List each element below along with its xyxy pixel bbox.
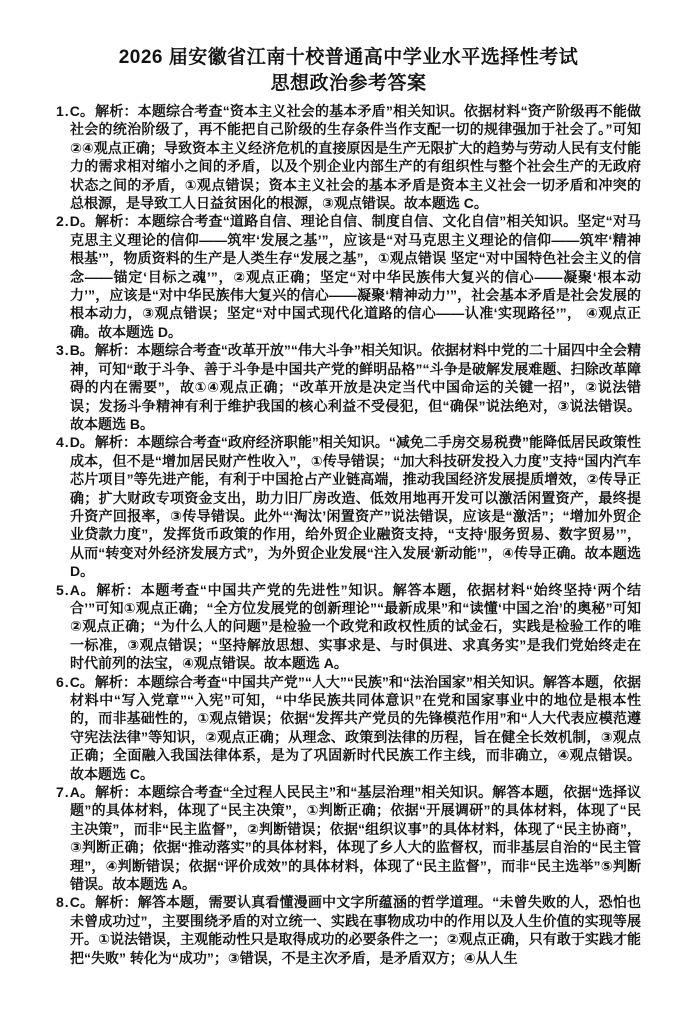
answer-number: 3. xyxy=(56,342,70,359)
answer-explanation: 解析：本题综合考查“政府经济职能”相关知识。“减免二手房交易税费”能降低居民政策性成本，但不是“增加居民财产性收入”，①传导错误；“加大科技研发投入力度”支持“国内汽车芯片项目”等先进产能，有利于中国抢占产业链高端，推动我国经济发展提质增效，②传导正确；扩大财政专项资金支出，助力旧厂房改造、低效用地再开发可以激活闲置资产，最终提升资产回报率，③传导错误。此外“‘淘汰’闲置资产”说法错误，应该是“激活”；“增加外贸企业贷款力度”，发挥货币政策的作用，给外贸企业融资支持，“支持‘服务贸易、数字贸易’”，从而“转变对外经济发展方式”，为外贸企业发展“注入发展‘新动能’”，④传导正确。故本题选 D。 xyxy=(70,434,641,580)
answer-number: 6. xyxy=(56,673,70,690)
answer-number: 2. xyxy=(56,213,70,230)
answer-item-8 xyxy=(56,893,641,967)
answer-item-3 xyxy=(56,341,641,433)
answer-item-2 xyxy=(56,212,641,341)
answer-explanation: 解析：本题综合考查“资本主义社会的基本矛盾”相关知识。依据材料“资产阶级再不能做社会的统治阶级了，再不能把自己阶级的生存条件当作支配一切的规律强加于社会了。”可知②④观点正确；导致资本主义经济危机的直接原因是生产无限扩大的趋势与劳动人民有支付能力的需求相对缩小之间的矛盾，以及个别企业内部生产的有组织性与整个社会生产的无政府状态之间的矛盾，①观点错误；资本主义社会的基本矛盾是资本主义社会一切矛盾和冲突的总根源，是导致工人日益贫困化的根源，③观点错误。故本题选 C。 xyxy=(70,103,641,212)
answer-number: 1. xyxy=(56,103,70,119)
answer-item-7 xyxy=(56,783,641,893)
answer-choice: A。 xyxy=(69,581,96,598)
answer-explanation: 解析：本题综合考查“中国共产党”“人大”“民族”和“法治国家”相关知识。解答本题，依据材料中“写入党章”“入宪”可知，“中华民族共同体意识”在党和国家事业中的地位是根本性的，而非基础性的，①观点错误；依据“发挥共产党员的先锋模范作用”和“人大代表应模范遵守宪法法律”等知识，②观点正确；从理念、政策到法律的历程，旨在健全长效机制，③观点正确；全面融入我国法律体系，是为了巩固新时代民族工作主线，而非确立，④观点错误。故本题选 C。 xyxy=(70,673,641,782)
answer-number: 4. xyxy=(56,434,70,451)
answer-choice: B。 xyxy=(69,342,94,359)
answers-list xyxy=(56,102,641,967)
answer-choice: C。 xyxy=(69,673,94,690)
answer-number: 8. xyxy=(56,894,70,911)
answer-choice: D。 xyxy=(69,434,94,451)
document-title xyxy=(56,45,641,97)
answer-item-6 xyxy=(56,673,641,783)
answer-explanation: 解析：本题综合考查“全过程人民民主”和“基层治理”相关知识。解答本题，依据“选择议题”的具体材料，体现了“民主决策”，①判断正确；依据“开展调研”的具体材料，体现了“民主决策”，而非“民主监督”，②判断错误；依据“组织议事”的具体材料，体现了“民主协商”，③判断正确；依据“推动落实”的具体材料，体现了乡人大的监督权，而非基层自治的“民主管理”，④判断错误；依据“评价成效”的具体材料，体现了“民主监督”，而非“民主选举”⑤判断错误。故本题选 A。 xyxy=(70,784,641,893)
document-title-line2: 思想政治参考答案 xyxy=(270,73,427,94)
answer-choice: C。 xyxy=(69,894,95,911)
answer-item-1 xyxy=(56,102,641,212)
answer-explanation: 解析：解答本题，需要认真看懂漫画中文字所蕴涵的哲学道理。“未曾失败的人，恐怕也未曾成功过”，主要围绕矛盾的对立统一、实践在事物成功中的作用以及人生价值的实现等展开。①说法错误，主观能动性只是取得成功的必要条件之一；②观点正确，只有敢于实践才能把“失败” 转化为“成功”；③错误，不是主次矛盾，是矛盾双方；④从人生 xyxy=(70,894,641,966)
answer-choice: C。 xyxy=(69,103,95,119)
answer-item-5 xyxy=(56,581,641,673)
answer-explanation: 解析：本题综合考查“改革开放”“伟大斗争”相关知识。依据材料中党的二十届四中全会精神，可知“敢于斗争、善于斗争是中国共产党的鲜明品格”“斗争是破解发展难题、扫除改革障碍的内在需要”，故①④观点正确；“改革开放是决定当代中国命运的关键一招”，②说法错误；发扬斗争精神有利于维护我国的核心利益不受侵犯，但“确保”说法绝对，③说法错误。故本题选 B。 xyxy=(70,342,641,432)
answer-choice: D。 xyxy=(69,213,95,230)
answer-explanation: 解析：本题考查“中国共产党的先进性”知识。解答本题，依据材料“始终坚持‘两个结合’”可知①观点正确；“全方位发展党的创新理论”“最新成果”和“读懂‘中国之治’的奥秘”可知②观点正确；“为什么人的问题”是检验一个政党和政权性质的试金石，实践是检验工作的唯一标准，③观点错误；“坚持解放思想、实事求是、与时俱进、求真务实”是我们党始终走在时代前列的法宝，④观点错误。故本题选 A。 xyxy=(70,581,641,672)
answer-number: 5. xyxy=(56,581,70,598)
answer-choice: A。 xyxy=(69,784,95,801)
answer-explanation: 解析：本题综合考查“道路自信、理论自信、制度自信、文化自信”相关知识。坚定“对马克思主义理论的信仰——筑牢‘发展之基’”，应该是“对马克思主义理论的信仰——筑牢‘精神根基’”，物质资料的生产是人类生存“发展之基”，①观点错误 坚定“对中国特色社会主义的信念——锚定‘目标之魂’”，②观点正确；坚定“对中华民族伟大复兴的信心——凝聚‘根本动力’”，应该是“对中华民族伟大复兴的信心——凝聚‘精神动力’”，社会基本矛盾是社会发展的根本动力，③观点错误；坚定“对中国式现代化道路的信心——认准‘实现路径’”， ④观点正确。故本题选 D。 xyxy=(70,213,641,340)
answer-item-4 xyxy=(56,433,641,580)
answer-number: 7. xyxy=(56,784,70,801)
document-title-line1: 2026 届安徽省江南十校普通高中学业水平选择性考试 xyxy=(118,47,579,68)
